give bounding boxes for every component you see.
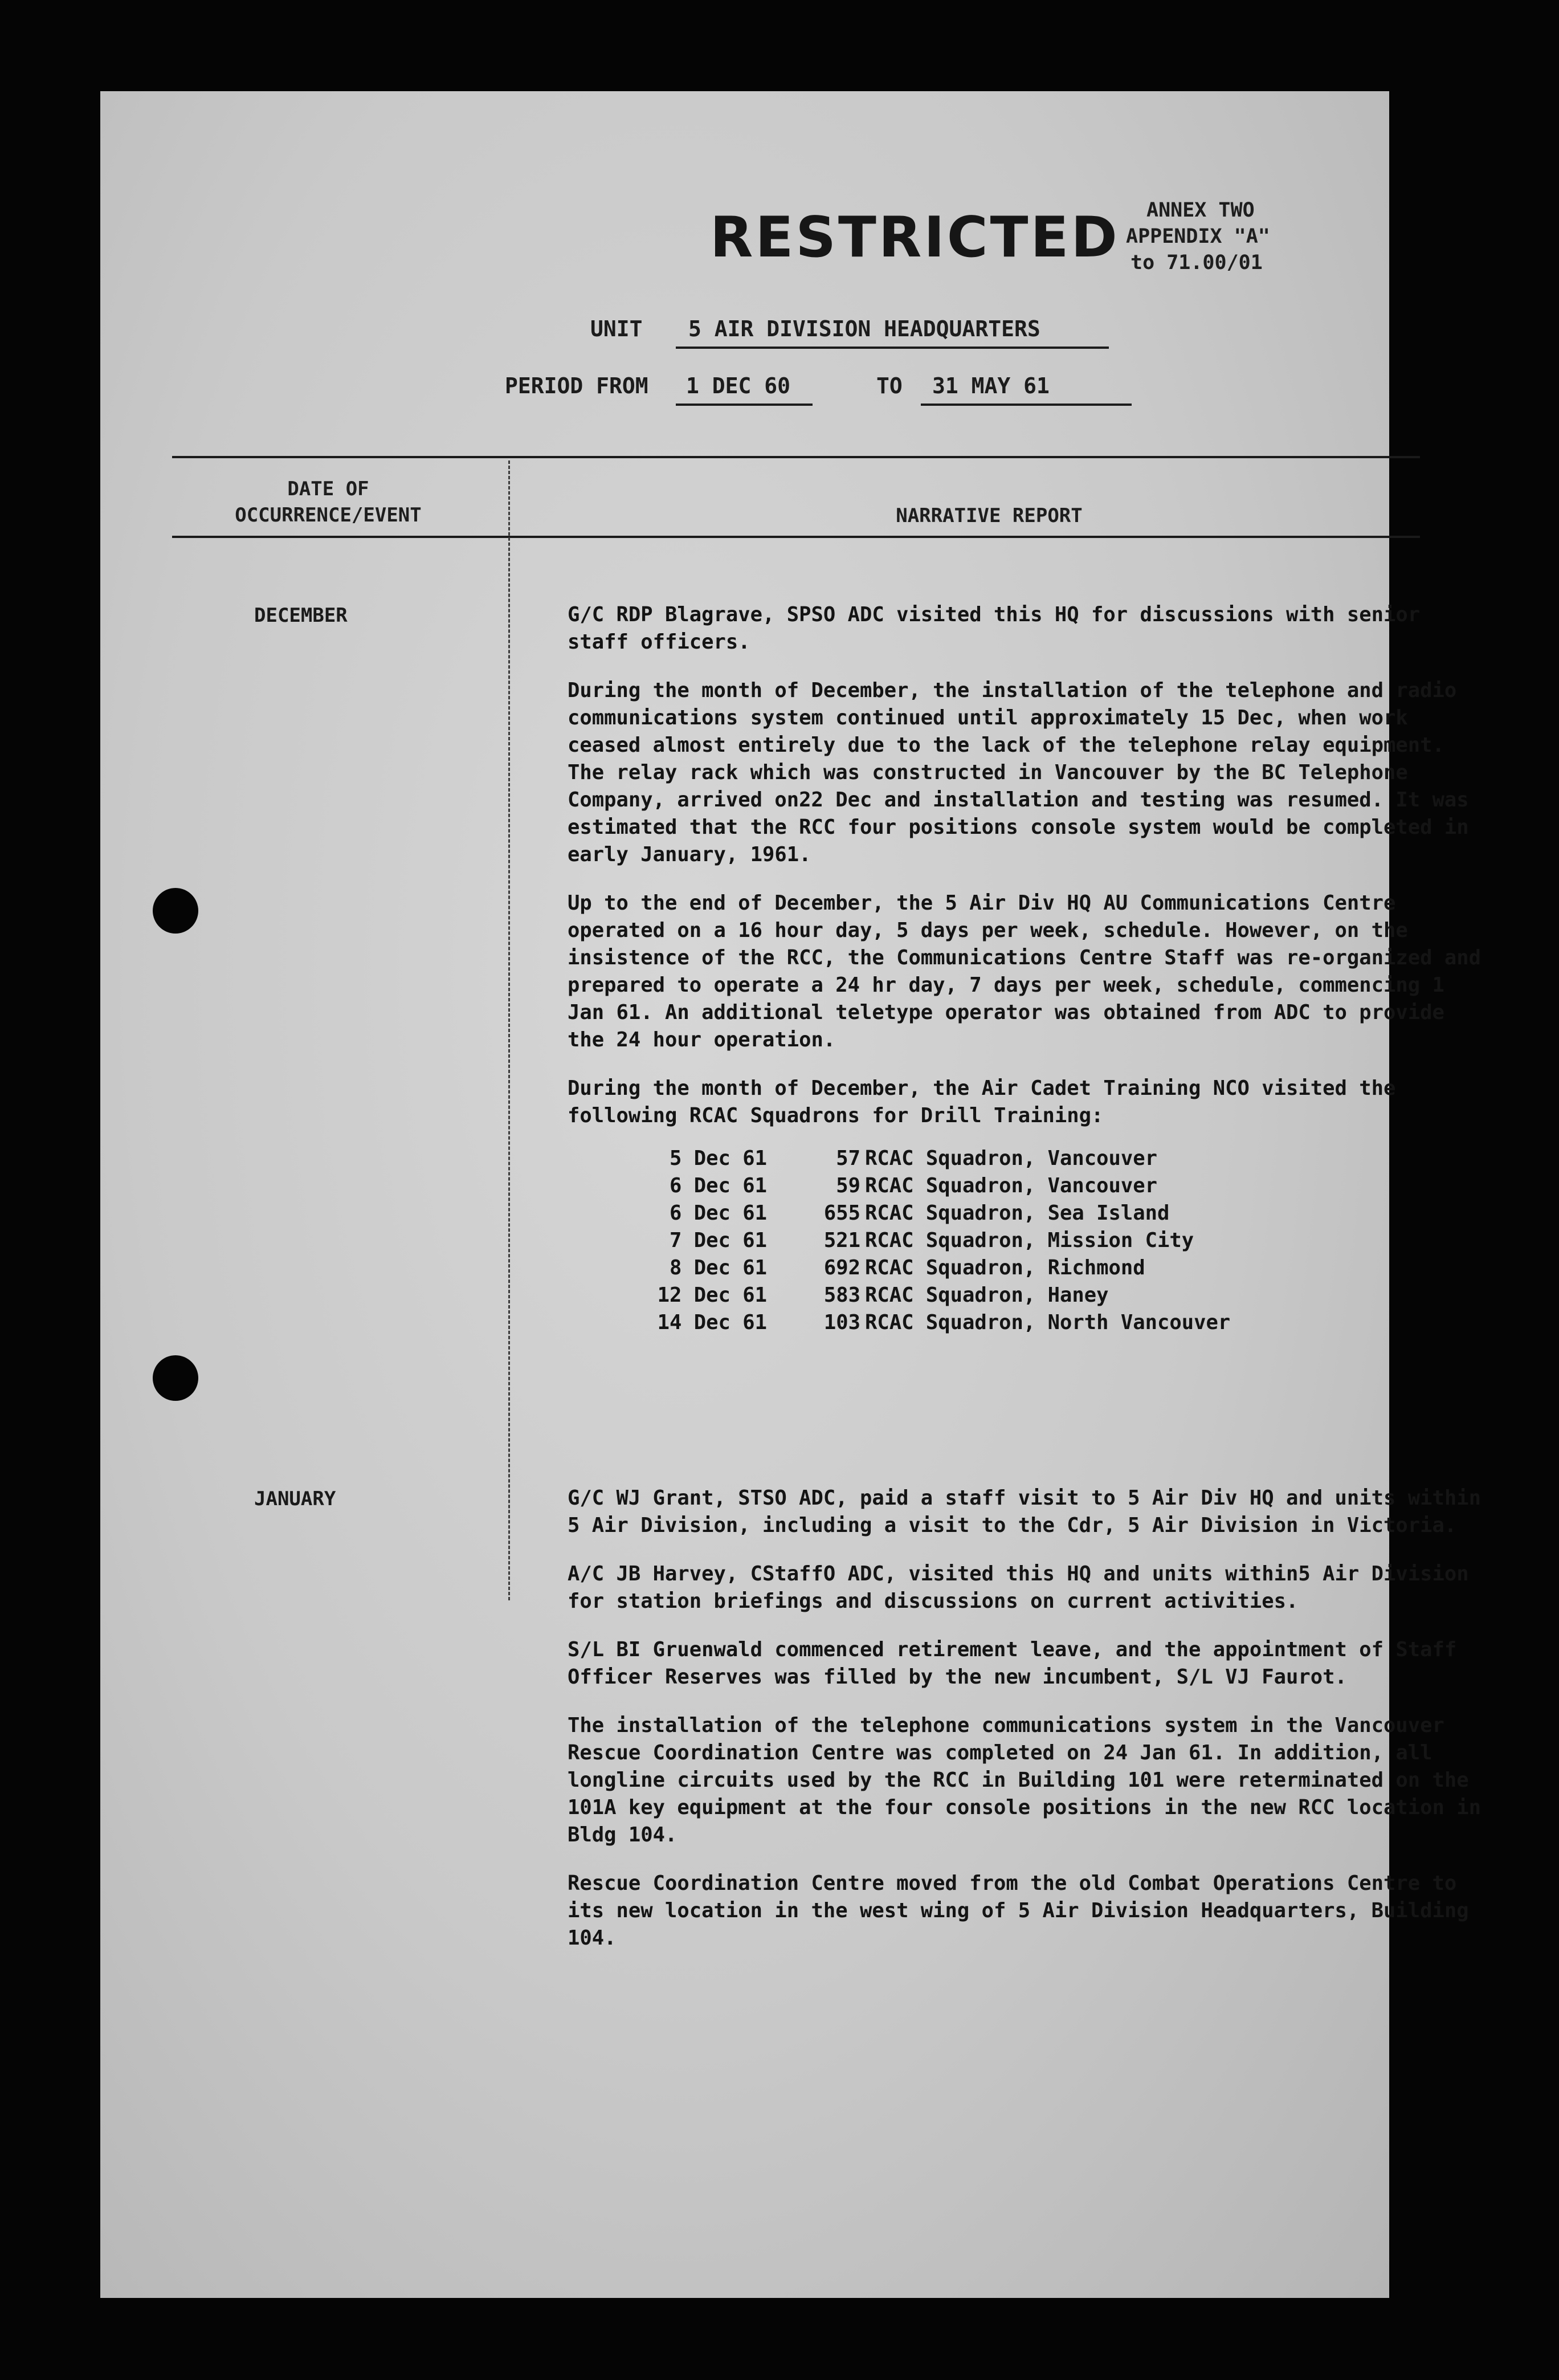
month-january: JANUARY bbox=[254, 1488, 336, 1510]
unit-value: 5 AIR DIVISION HEADQUARTERS bbox=[688, 316, 1040, 341]
squadron-number: 583 bbox=[823, 1283, 860, 1307]
visit-date: 5 Dec 61 bbox=[670, 1147, 767, 1170]
squadron-name: RCAC Squadron, Haney bbox=[865, 1283, 1109, 1307]
december-narrative bbox=[568, 601, 1491, 1336]
classification-stamp: RESTRICTED bbox=[710, 205, 1120, 270]
narrative-paragraph: Rescue Coordination Centre moved from the old Combat Operations Centre to its new location in the west wing of 5 Air Division Headquarters, Building 104. bbox=[568, 1872, 1469, 1950]
table-row bbox=[644, 1254, 1230, 1282]
squadron-number: 57 bbox=[836, 1147, 860, 1170]
appendix-line: APPENDIX "A" bbox=[1126, 225, 1270, 248]
visit-date: 6 Dec 61 bbox=[670, 1201, 767, 1225]
visit-date: 7 Dec 61 bbox=[670, 1229, 767, 1252]
narrative-paragraph: The installation of the telephone communications system in the Vancouver Rescue Coordination Centre was completed on 24 Jan 61. In addition, all longline circuits used by the RCC in Building 101 were reterminated on the 101A key equipment at the four console positions in the new RCC location in Bldg 104. bbox=[568, 1714, 1481, 1847]
january-narrative bbox=[568, 1485, 1491, 1973]
period-to: 31 MAY 61 bbox=[932, 373, 1050, 398]
date-column-header bbox=[203, 476, 454, 528]
period-from-underline bbox=[676, 404, 813, 406]
punch-hole-lower bbox=[153, 1355, 198, 1401]
squadron-name: RCAC Squadron, Vancouver bbox=[865, 1147, 1157, 1170]
visit-date: 6 Dec 61 bbox=[670, 1174, 767, 1197]
narrative-paragraph: G/C RDP Blagrave, SPSO ADC visited this HQ for discussions with senior staff officers. bbox=[568, 603, 1421, 654]
punch-hole-upper bbox=[153, 888, 198, 934]
table-row bbox=[644, 1309, 1230, 1336]
narrative-paragraph: G/C WJ Grant, STSO ADC, paid a staff visit to 5 Air Div HQ and units within 5 Air Division, including a visit to the Cdr, 5 Air Division in Victoria. bbox=[568, 1486, 1481, 1537]
squadron-name: RCAC Squadron, Sea Island bbox=[865, 1201, 1170, 1225]
table-top-rule bbox=[172, 456, 1420, 458]
visit-date: 8 Dec 61 bbox=[670, 1256, 767, 1279]
squadron-name: RCAC Squadron, Mission City bbox=[865, 1229, 1194, 1252]
table-row bbox=[644, 1227, 1230, 1254]
squadron-name: RCAC Squadron, Richmond bbox=[865, 1256, 1145, 1279]
period-to-underline bbox=[921, 404, 1132, 406]
squadron-visit-table bbox=[644, 1145, 1230, 1336]
annex-reference bbox=[1126, 197, 1270, 276]
annex-line: ANNEX TWO bbox=[1146, 199, 1255, 222]
reference-line: to 71.00/01 bbox=[1131, 251, 1263, 274]
period-label: PERIOD FROM bbox=[505, 373, 648, 398]
squadron-number: 655 bbox=[823, 1201, 860, 1225]
date-header-line1: DATE OF bbox=[287, 478, 369, 500]
table-row bbox=[644, 1172, 1230, 1200]
narrative-paragraph: During the month of December, the Air Cadet Training NCO visited the following RCAC Squadrons for Drill Training: bbox=[568, 1077, 1396, 1127]
document-page bbox=[100, 91, 1481, 2298]
table-row bbox=[644, 1145, 1230, 1172]
narrative-paragraph: S/L BI Gruenwald commenced retirement leave, and the appointment of Staff Officer Reserves was filled by the new incumbent, S/L VJ Faurot. bbox=[568, 1638, 1457, 1689]
squadron-number: 59 bbox=[836, 1174, 860, 1197]
squadron-name: RCAC Squadron, North Vancouver bbox=[865, 1311, 1231, 1334]
squadron-number: 103 bbox=[823, 1311, 860, 1334]
squadron-number: 692 bbox=[823, 1256, 860, 1279]
visit-date: 12 Dec 61 bbox=[657, 1283, 767, 1307]
unit-underline bbox=[676, 347, 1109, 349]
table-row bbox=[644, 1200, 1230, 1227]
squadron-name: RCAC Squadron, Vancouver bbox=[865, 1174, 1157, 1197]
table-row bbox=[644, 1282, 1230, 1309]
narrative-paragraph: Up to the end of December, the 5 Air Div HQ AU Communications Centre operated on a 16 hour day, 5 days per week, schedule. However, on the insistence of the RCC, the Communications Centre Staff was re-organized and prepared to operate a 24 hr day, 7 days per week, schedule, commencing 1 Jan 61. An additional teletype operator was obtained from ADC to provide the 24 hour operation. bbox=[568, 891, 1481, 1052]
period-from: 1 DEC 60 bbox=[686, 373, 791, 398]
table-header-rule bbox=[172, 536, 1420, 538]
squadron-number: 521 bbox=[823, 1229, 860, 1252]
narrative-paragraph: A/C JB Harvey, CStaffO ADC, visited this HQ and units within5 Air Division for station briefings and discussions on current activities. bbox=[568, 1562, 1469, 1613]
unit-label: UNIT bbox=[590, 316, 643, 341]
period-to-label: TO bbox=[876, 373, 903, 398]
date-header-line2: OCCURRENCE/EVENT bbox=[235, 504, 422, 527]
month-december: DECEMBER bbox=[254, 604, 348, 627]
narrative-column-header: NARRATIVE REPORT bbox=[896, 504, 1083, 527]
visit-date: 14 Dec 61 bbox=[657, 1311, 767, 1334]
column-divider bbox=[508, 460, 510, 1600]
narrative-paragraph: During the month of December, the installation of the telephone and radio communications system continued until approximately 15 Dec, when work ceased almost entirely due to the lack of the telephone relay equipment. The relay rack which was constructed in Vancouver by the BC Telephone Company, arrived on22 Dec and installation and testing was resumed. It was estimated that the RCC four positions console system would be completed in early January, 1961. bbox=[568, 679, 1469, 866]
